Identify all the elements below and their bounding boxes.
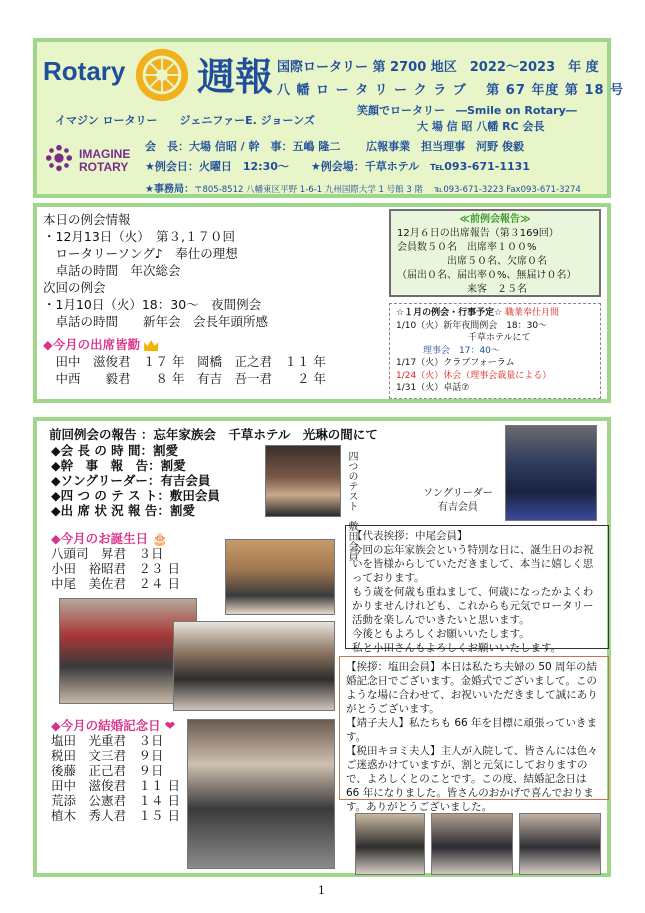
four-test-photo [265,445,341,517]
today-line: ・12月13日（火） 第３,１７０回 [43,229,236,244]
club-president: 大 場 信 昭 八幡 RC 会長 [417,120,545,133]
imagine-rotary-logo-text: IMAGINE ROTARY [79,147,131,174]
district-year: 国際ロータリー 第 2700 地区 2022〜2023 年 度 [277,60,599,75]
four-test-caption: 四つのテスト 敷田会員 [346,451,357,561]
club-issue: 八 幡 ロ ー タ リ ー ク ラ ブ 第 67 年度 第 18 号 [277,83,625,98]
wedding-list: ◆今月の結婚記念日 ❤ 塩田 光重君 ３日 税田 文三君 ９日 後藤 正己君 ９日 田中 滋俊君 １１ 日 荒添 公憲君 １４ 日 植木 秀人君 １５ 日 [51,718,180,823]
birthday-photo-1 [225,539,335,615]
meeting-info-section [33,203,611,403]
representative-speech: 【代表挨拶：中尾会員】 今回の忘年家族会という特別な日に、誕生日のお祝いを皆様からしていただきまして、本当に嬉しく思っております。 もう歳を何歳も重ねまして、何歳になったかよくわかりませんけれども、これからも元気でロータリー活動を楽しんでいきたいと思います。 今後ともよろしくお願いいたします。 私と小田さんもよろしくお願いいたします。 [345,525,609,649]
birthday-list: ◆今月のお誕生日 🎂 八頭司 昇君 ３日 小田 裕昭君 ２３ 日 中尾 美佐君 ２４ 日 [51,531,180,591]
song-leader-caption: ソングリーダー 有吉会員 [423,488,493,513]
next-line: 卓話の時間 新年会 会長年頭所感 [43,314,269,329]
ri-theme: イマジン ロータリー ジェニファーE. ジョーンズ [55,114,315,127]
january-schedule: ☆１月の例会・行事予定☆ 職業奉仕月間 1/10（火）新年夜間例会 18：30〜 千草ホテルにて 理事会 17：40〜 1/17（火）クラブフォーラム 1/24（火）休会（理事会裁量による） 1/31（火）卓話⑦ [389,303,601,399]
report-items: ◆会 長 の 時 間：割愛 ◆幹 事 報 告：割愛 ◆ソングリーダー：有吉会員 ◆四 つ の テ ス ト：敷田会員 ◆出 席 状 況 報 告：割愛 [51,443,220,518]
attendance-line: 田中 滋俊君 １７ 年 岡橋 正之君 １１ 年 [43,354,326,369]
wedding-photo-3 [431,813,513,875]
previous-meeting-report: ≪前例会報告≫ 12月６日の出席報告（第３169回） 会員数５０名 出席率１００% 出席５０名、欠席０名 （届出０名、届出率０%、無届け０名） 来客 ２５名 [389,209,601,297]
song-leader-photo [505,425,597,521]
heart-icon: ❤ [164,718,176,733]
report-title: 前回例会の報告 ：忘年家族会 千草ホテル 光琳の間にて [49,427,378,442]
today-line: 卓話の時間 年次総会 [43,263,181,278]
attendance-line: 中西 毅君 ８ 年 有吉 吾一君 ２ 年 [43,371,326,386]
rotary-wheel-icon [133,46,191,104]
crown-icon [144,340,158,351]
officers-line: 会 長：大場 信昭 / 幹 事：五嶋 隆二 広報事業 担当理事 河野 俊毅 [145,140,524,153]
imagine-rotary-icon [45,144,73,172]
office-address: ★事務局：〒805-8512 八幡東区平野 1-6-1 九州国際大学 1 号館 3 階 ℡093-671-3223 Fax093-671-3274 [145,184,581,195]
previous-meeting-section [33,417,611,877]
today-line: ロータリーソング♪ 奉仕の理想 [43,246,238,261]
page-number: 1 [318,884,325,897]
meeting-info: ★例会日：火曜日 12:30〜 ★例会場：千草ホテル ℡093-671-1131 [145,160,530,173]
wedding-speech: 【挨拶：塩田会員】本日は私たち夫婦の 50 周年の結婚記念日でございます。金婚式でございまして。このような場に合わせて、お祝いいただきまして誠にありがとうございます。 【靖子夫人】私たちも 66 年を目標に頑張っていきます。 【税田キヨミ夫人】主人が入院して、皆さんには色々ご迷惑かけていますが、割と元気にしておりますので、よろしくとのことです。この度、結婚記念日は 66 年になりました。皆さんのおかげで喜んでおります。ありがとうございました。 [339,656,609,800]
today-title: 本日の例会情報 [43,212,131,227]
shuho-title: 週報 [197,57,274,99]
next-line: ・1月10日（火）18：30〜 夜間例会 [43,297,262,312]
newsletter-header [33,38,625,198]
wedding-photo [187,719,335,869]
birthday-photo-3 [173,621,335,711]
attendance-title: ◆今月の出席皆勤 [43,337,141,352]
wedding-photo-4 [519,813,601,875]
cake-icon: 🎂 [152,531,168,546]
wedding-photo-2 [355,813,425,875]
next-title: 次回の例会 [43,280,106,295]
club-theme: 笑顔でロータリー ―Smile on Rotary― [357,104,577,117]
rotary-wordmark: Rotary [43,56,126,86]
meeting-schedule-text [43,211,326,387]
